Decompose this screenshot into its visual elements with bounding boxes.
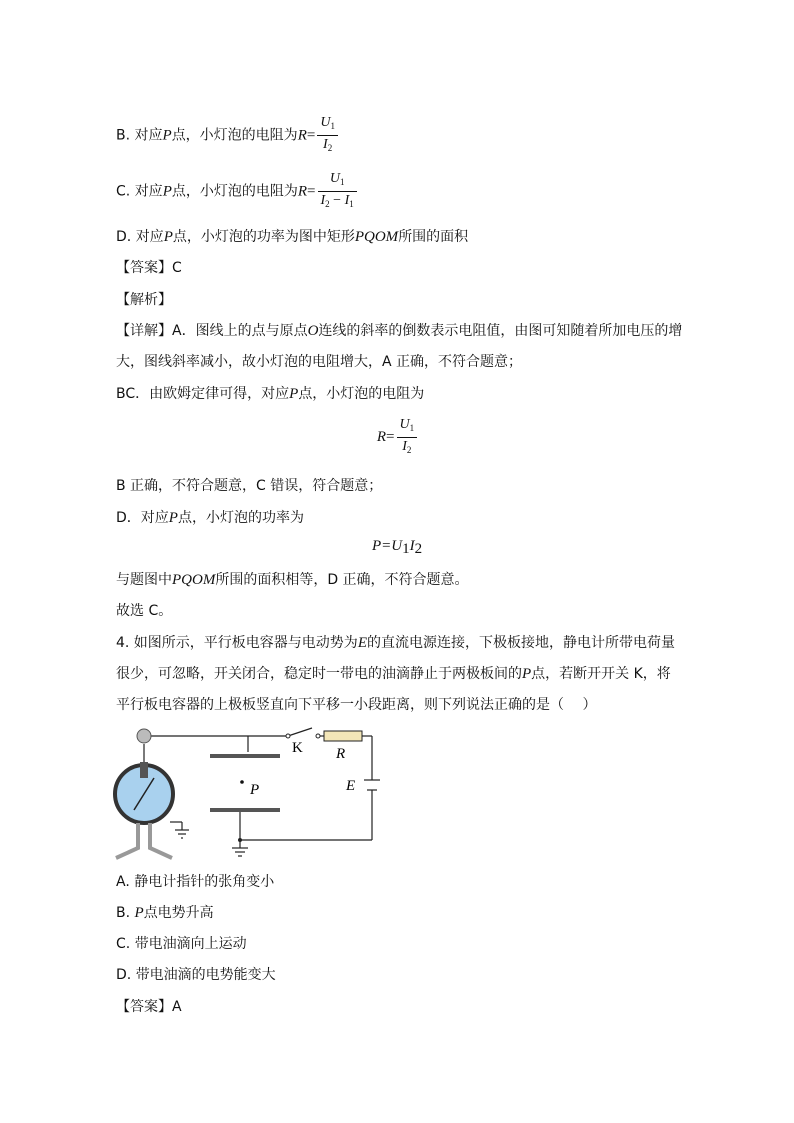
electrometer-rod [140, 762, 148, 778]
answer-2 [116, 997, 182, 1017]
electrometer-stand [116, 823, 172, 858]
label-k: K [292, 740, 303, 756]
current-symbol: I [409, 538, 415, 554]
option-c [116, 170, 357, 213]
answer-value: C [172, 260, 182, 276]
subscript: 2 [325, 199, 330, 209]
option-text: 点，小灯泡的电阻为 [171, 183, 298, 200]
option-label: C. [116, 936, 131, 952]
resistance-symbol: R [297, 183, 308, 200]
option-4a [116, 872, 274, 892]
fraction [397, 416, 418, 459]
detail-text: A．图线上的点与原点 [172, 323, 308, 339]
subscript: 1 [330, 121, 335, 131]
emf-symbol: E [357, 635, 367, 651]
subscript: 2 [327, 143, 333, 153]
subscript: 1 [409, 423, 415, 433]
question-4-line-1 [116, 633, 675, 653]
switch-contact [286, 734, 290, 738]
label-r: R [336, 746, 346, 762]
option-label: B. [116, 127, 131, 144]
option-d [116, 227, 468, 247]
oil-drop [240, 780, 244, 784]
detail-line-2: 大，图线斜率减小，故小灯泡的电阻增大，A 正确，不符合题意； [116, 354, 523, 370]
subscript: 2 [414, 541, 423, 557]
numerator: U [399, 417, 410, 432]
rectangle-label: PQOM [354, 229, 399, 245]
option-label: B. [116, 905, 131, 921]
capacitor-circuit-figure [108, 722, 384, 864]
option-label: D. [116, 967, 132, 983]
resistance-equation [0, 416, 794, 459]
rectangle-label: PQOM [172, 572, 216, 588]
option-b [116, 114, 338, 157]
power-formula: P=U [371, 538, 403, 554]
fraction [317, 114, 338, 157]
detail-tag: 【详解】 [116, 323, 172, 339]
point-p: P [162, 183, 172, 200]
detail-text: BC．由欧姆定律可得，对应 [116, 386, 290, 402]
label-p: P [250, 782, 260, 798]
switch-contact [316, 734, 320, 738]
answer-tag: 【答案】 [116, 260, 172, 276]
equals-sign: = [307, 183, 316, 200]
option-text: 点，小灯泡的电阻为 [171, 127, 298, 144]
option-4d [116, 965, 276, 985]
option-4c [116, 934, 247, 954]
answer-1 [116, 258, 182, 278]
option-text: 点，小灯泡的功率为图中矩形 [172, 229, 355, 245]
junction-dot [238, 838, 242, 842]
option-text: 所围的面积 [398, 229, 469, 245]
detail-line-7: 故选 C。 [116, 603, 173, 619]
option-label: C. [116, 183, 131, 200]
detail-text: D．对应 [116, 510, 169, 526]
resistor [324, 731, 362, 741]
question-4-line-2 [116, 664, 671, 684]
resistance-symbol: R [297, 127, 307, 144]
label-e: E [346, 778, 356, 794]
subscript: 1 [402, 541, 410, 557]
lower-plate [210, 808, 280, 812]
point-p: P [168, 510, 178, 526]
option-text: 带电油滴向上运动 [134, 936, 247, 952]
question-text: 点，若断开开关 K，将 [531, 666, 671, 682]
option-label: D. [116, 229, 132, 245]
option-text: 对应 [134, 127, 163, 144]
resistance-symbol: R [376, 429, 387, 445]
question-text: 4. 如图所示，平行板电容器与电动势为 [116, 635, 358, 651]
numerator: U [320, 115, 331, 130]
minus-sign: − [333, 193, 342, 208]
detail-line-5 [116, 508, 304, 528]
detail-text: 与题图中 [116, 572, 172, 588]
subscript: 1 [349, 199, 354, 209]
answer-value: A [172, 999, 182, 1015]
option-text: 点电势升高 [143, 905, 214, 921]
denominator: I [320, 193, 326, 208]
option-4b [116, 903, 214, 923]
answer-tag: 【答案】 [116, 999, 172, 1015]
equals-sign: = [386, 429, 395, 445]
detail-text: 连线的斜率的倒数表示电阻值，由图可知随着所加电压的增 [318, 323, 683, 339]
detail-line-3 [116, 384, 424, 404]
option-text: 静电计指针的张角变小 [134, 874, 275, 890]
fraction [318, 170, 357, 213]
subscript: 2 [406, 445, 412, 455]
detail-text: 点，小灯泡的电阻为 [298, 386, 425, 402]
origin-o: O [307, 323, 319, 339]
subscript: 1 [339, 177, 345, 187]
option-text: 对应 [135, 229, 164, 245]
point-p: P [289, 386, 299, 402]
option-text: 带电油滴的电势能变大 [135, 967, 276, 983]
equals-sign: = [306, 127, 316, 144]
detail-line-1 [116, 321, 682, 341]
option-text: 对应 [134, 183, 163, 200]
denominator: I [344, 193, 350, 208]
point-p: P [522, 666, 532, 682]
question-text: 很少，可忽略，开关闭合，稳定时一带电的油滴静止于两极板间的 [116, 666, 522, 682]
question-text: 的直流电源连接，下极板接地，静电计所带电荷量 [366, 635, 675, 651]
denominator: I [323, 137, 328, 152]
denominator: I [402, 439, 407, 454]
power-equation [0, 538, 794, 558]
question-4-line-3: 平行板电容器的上极板竖直向下平移一小段距离，则下列说法正确的是（ ） [116, 697, 597, 713]
electrometer-knob [137, 729, 151, 743]
upper-plate [210, 754, 280, 758]
detail-text: 所围的面积相等，D 正确，不符合题意。 [215, 572, 469, 588]
point-p: P [134, 905, 144, 921]
point-p: P [163, 229, 173, 245]
analysis-tag: 【解析】 [116, 292, 172, 308]
point-p: P [162, 127, 172, 144]
detail-line-6 [116, 570, 469, 590]
detail-line-4: B 正确，不符合题意，C 错误，符合题意； [116, 478, 383, 494]
numerator: U [329, 171, 340, 186]
detail-text: 点，小灯泡的功率为 [177, 510, 304, 526]
option-label: A. [116, 874, 130, 890]
